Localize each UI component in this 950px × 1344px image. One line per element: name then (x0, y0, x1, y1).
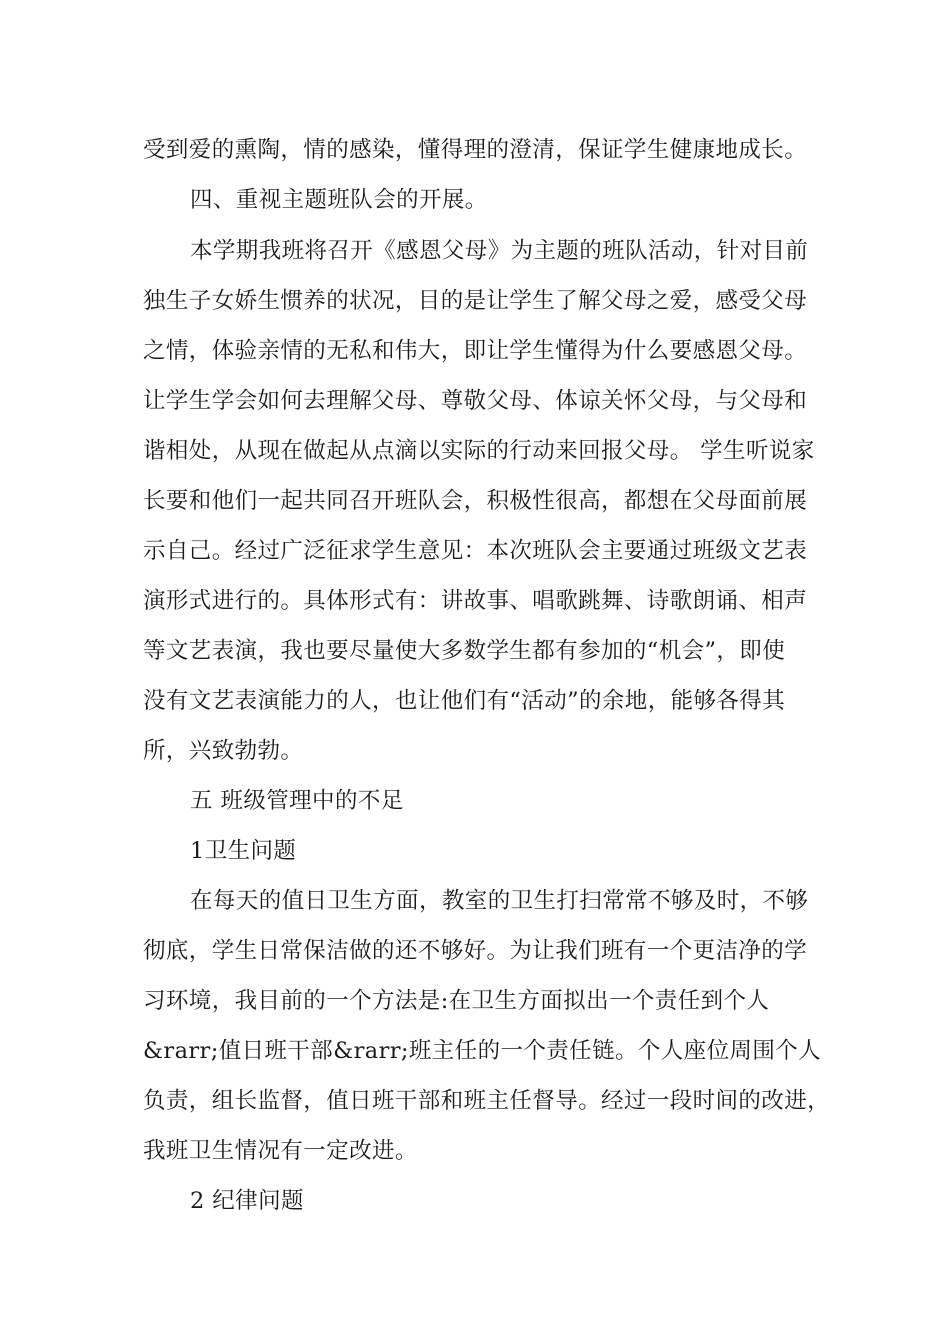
paragraph-line: 演形式进行的。具体形式有：讲故事、唱歌跳舞、诗歌朗诵、相声 (143, 588, 808, 614)
paragraph-line: 负责，组长监督，值日班干部和班主任督导。经过一段时间的改进， (143, 1088, 831, 1114)
subsection-heading: 1卫生问题 (190, 838, 297, 864)
paragraph-line: 在每天的值日卫生方面，教室的卫生打扫常常不够及时，不够 (190, 888, 809, 914)
paragraph-line: 我班卫生情况有一定改进。 (143, 1138, 418, 1164)
paragraph-line: 让学生学会如何去理解父母、尊敬父母、体谅关怀父母，与父母和 (143, 388, 808, 414)
paragraph-line: 习环境，我目前的一个方法是:在卫生方面拟出一个责任到个人 (143, 988, 770, 1014)
paragraph-line: 受到爱的熏陶，情的感染，懂得理的澄清，保证学生健康地成长。 (143, 137, 808, 163)
paragraph-line: 本学期我班将召开《感恩父母》为主题的班队活动，针对目前 (190, 238, 809, 264)
paragraph-line: 没有文艺表演能力的人，也让他们有“活动”的余地，能够各得其 (143, 688, 786, 714)
paragraph-line: 所，兴致勃勃。 (143, 738, 304, 764)
paragraph-line: 独生子女娇生惯养的状况，目的是让学生了解父母之爱，感受父母 (143, 288, 808, 314)
paragraph-line: 彻底，学生日常保洁做的还不够好。为让我们班有一个更洁净的学 (143, 938, 808, 964)
paragraph-line: 长要和他们一起共同召开班队会，积极性很高，都想在父母面前展 (143, 488, 808, 514)
section-heading: 四、重视主题班队会的开展。 (190, 187, 488, 213)
paragraph-line: &rarr;值日班干部&rarr;班主任的一个责任链。个人座位周围个人 (143, 1038, 822, 1064)
paragraph-line: 等文艺表演，我也要尽量使大多数学生都有参加的“机会”，即使 (143, 638, 786, 664)
subsection-heading: 2 纪律问题 (190, 1188, 304, 1214)
paragraph-line: 之情，体验亲情的无私和伟大，即让学生懂得为什么要感恩父母。 (143, 338, 808, 364)
paragraph-line: 谐相处，从现在做起从点滴以实际的行动来回报父母。 学生听说家 (143, 438, 815, 464)
paragraph-line: 示自己。经过广泛征求学生意见：本次班队会主要通过班级文艺表 (143, 538, 808, 564)
section-heading: 五 班级管理中的不足 (190, 788, 404, 814)
